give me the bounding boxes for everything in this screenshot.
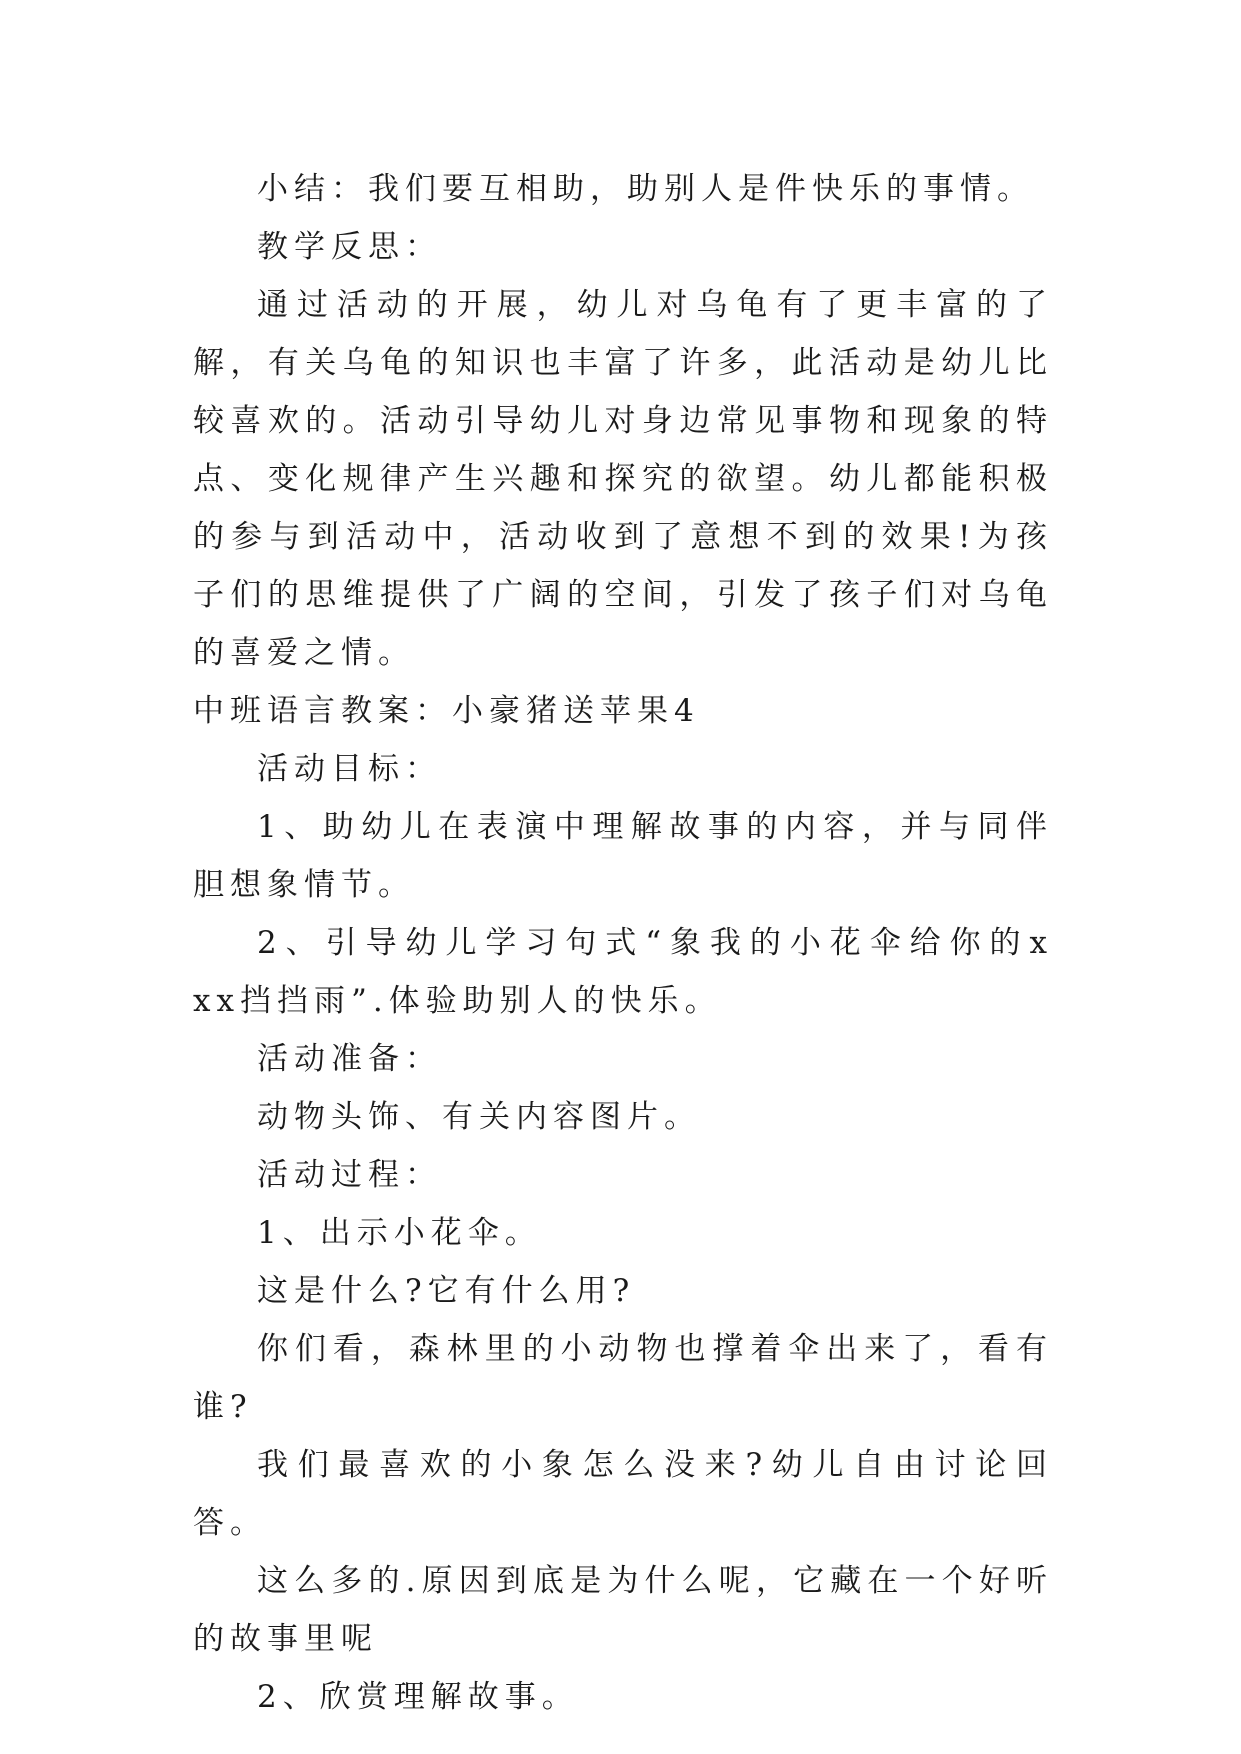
lesson-title: 中班语言教案：小豪猪送苹果4 <box>193 693 700 729</box>
process-paragraph: 你们看，森林里的小动物也撑着伞出来了，看有谁? <box>193 1331 1053 1425</box>
process-heading: 活动过程： <box>257 1157 442 1193</box>
process-paragraph: 这是什么?它有什么用? <box>257 1273 636 1309</box>
reflection-heading: 教学反思： <box>257 229 442 265</box>
process-paragraph: 我们最喜欢的小象怎么没来?幼儿自由讨论回答。 <box>193 1447 1053 1541</box>
preparation-paragraph: 动物头饰、有关内容图片。 <box>257 1099 701 1135</box>
process-step-1: 1、出示小花伞。 <box>257 1215 542 1251</box>
reflection-paragraph: 通过活动的开展，幼儿对乌龟有了更丰富的了解，有关乌龟的知识也丰富了许多，此活动是幼儿比较喜欢的。活动引导幼儿对身边常见事物和现象的特点、变化规律产生兴趣和探究的欲望。幼儿都能积极的参与到活动中，活动收到了意想不到的效果!为孩子们的思维提供了广阔的空间，引发了孩子们对乌龟的喜爱之情。 <box>193 287 1053 671</box>
summary-paragraph: 小结：我们要互相助，助别人是件快乐的事情。 <box>257 171 1034 207</box>
preparation-heading: 活动准备： <box>257 1041 442 1077</box>
goal-item-1: 1、助幼儿在表演中理解故事的内容，并与同伴胆想象情节。 <box>193 809 1053 903</box>
process-paragraph: 这么多的.原因到底是为什么呢，它藏在一个好听的故事里呢 <box>193 1563 1053 1657</box>
document-body <box>193 160 1053 1726</box>
process-step-2: 2、欣赏理解故事。 <box>257 1679 579 1715</box>
goals-heading: 活动目标： <box>257 751 442 787</box>
goal-item-2: 2、引导幼儿学习句式“象我的小花伞给你的x xx挡挡雨”.体验助别人的快乐。 <box>193 925 1053 1019</box>
